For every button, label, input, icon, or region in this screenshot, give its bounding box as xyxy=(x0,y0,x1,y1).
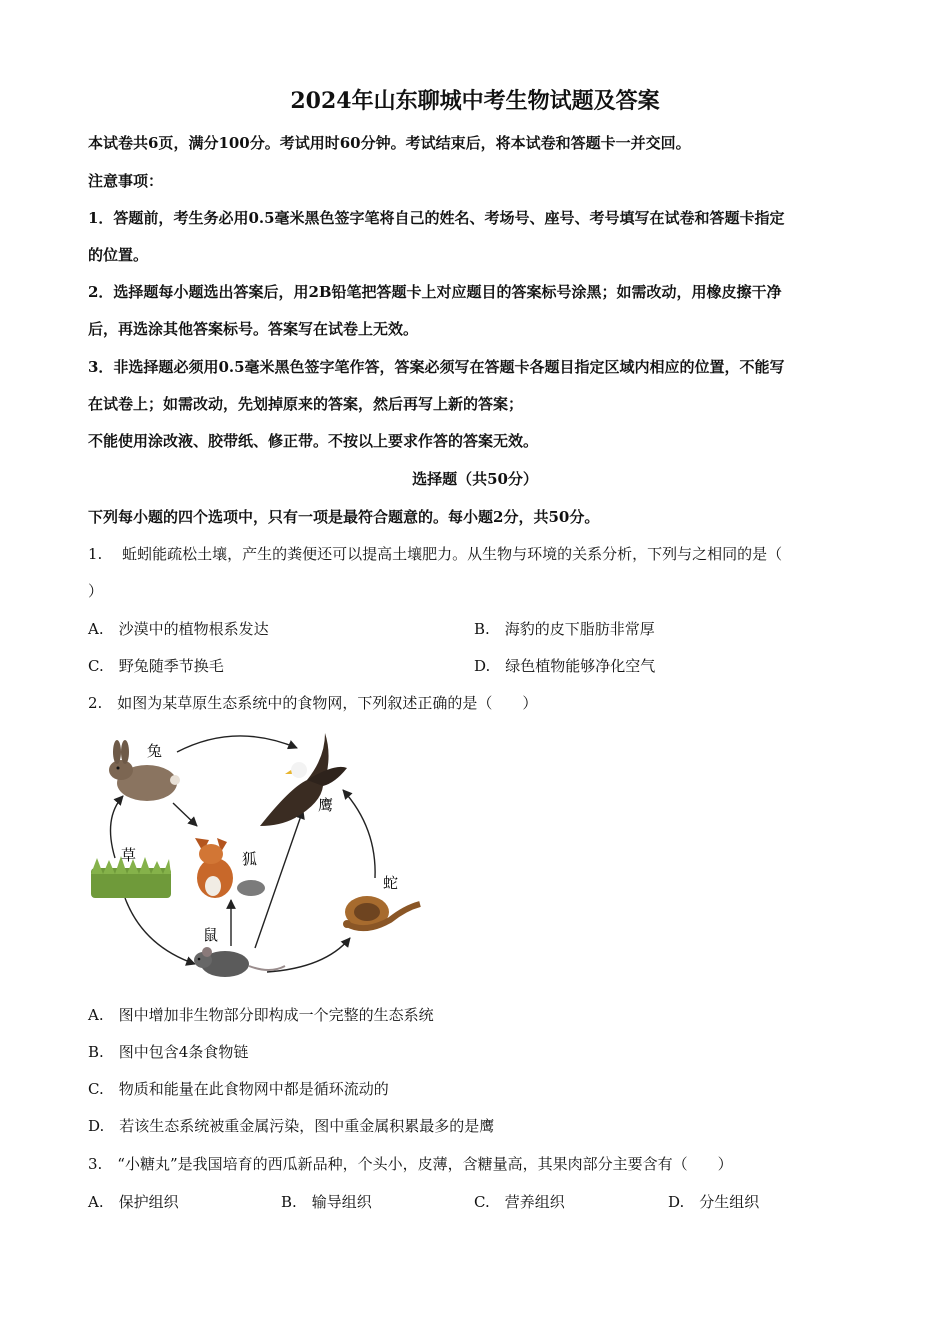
q2-option-a: A. 图中增加非生物部分即构成一个完整的生态系统 xyxy=(88,1006,434,1024)
q2-stem: 2. 如图为某草原生态系统中的食物网，下列叙述正确的是（ ） xyxy=(88,694,538,712)
label-eagle: 鹰 xyxy=(318,796,334,814)
arrow-mouse-to-snake xyxy=(267,938,350,972)
section-heading: 选择题（共50分） xyxy=(412,470,538,488)
arrow-mouse-to-eagle xyxy=(255,810,303,948)
arrow-snake-to-eagle xyxy=(343,790,375,878)
section-description: 下列每小题的四个选项中，只有一项是最符合题意的。每小题2分，共50分。 xyxy=(88,508,600,526)
q1-option-d: D. 绿色植物能够净化空气 xyxy=(474,657,656,675)
snake-icon xyxy=(343,896,420,928)
q1-option-c: C. 野兔随季节换毛 xyxy=(88,657,224,675)
q3-option-d: D. 分生组织 xyxy=(668,1193,760,1211)
label-grass: 草 xyxy=(121,846,137,864)
q3-option-b: B. 输导组织 xyxy=(281,1193,372,1211)
q3-stem: 3. “小糖丸”是我国培育的西瓜新品种，个头小，皮薄，含糖量高，其果肉部分主要含有（ ） xyxy=(88,1155,733,1173)
food-web-diagram xyxy=(85,728,430,988)
note-3-line-2: 在试卷上；如需改动，先划掉原来的答案，然后再写上新的答案； xyxy=(88,395,524,413)
mouse-icon xyxy=(194,947,285,977)
arrow-grass-to-mouse xyxy=(125,898,195,964)
label-snake: 蛇 xyxy=(383,874,399,892)
note-3-line-1: 3．非选择题必须用0.5毫米黑色签字笔作答，答案必须写在答题卡各题目指定区域内相应的位置，不能写 xyxy=(88,358,785,376)
note-1-line-1: 1．答题前，考生务必用0.5毫米黑色签字笔将自己的姓名、考场号、座号、考号填写在试卷和答题卡指定 xyxy=(88,209,785,227)
arrow-rabbit-to-fox xyxy=(173,803,197,826)
arrow-rabbit-to-eagle xyxy=(177,736,297,752)
note-1-line-2: 的位置。 xyxy=(88,246,149,264)
q2-option-b: B. 图中包含4条食物链 xyxy=(88,1043,249,1061)
q3-option-a: A. 保护组织 xyxy=(88,1193,179,1211)
q1-stem-line-1: 1. 蚯蚓能疏松土壤，产生的粪便还可以提高土壤肥力。从生物与环境的关系分析，下列与之相同的是（ xyxy=(88,545,783,563)
notes-heading: 注意事项： xyxy=(88,172,164,190)
eagle-icon xyxy=(260,733,347,826)
q1-stem-line-2: ） xyxy=(88,582,104,600)
q3-option-c: C. 营养组织 xyxy=(474,1193,565,1211)
rabbit-icon xyxy=(109,740,180,801)
label-fox: 狐 xyxy=(242,850,258,868)
q2-option-d: D. 若该生态系统被重金属污染，图中重金属积累最多的是鹰 xyxy=(88,1117,495,1135)
note-2-line-1: 2．选择题每小题选出答案后，用2B铅笔把答题卡上对应题目的答案标号涂黑；如需改动，用橡皮擦干净 xyxy=(88,283,782,301)
fox-icon xyxy=(195,838,265,898)
label-mouse: 鼠 xyxy=(203,926,219,944)
intro-text: 本试卷共6页，满分100分。考试用时60分钟。考试结束后，将本试卷和答题卡一并交回。 xyxy=(88,134,691,152)
note-3-line-3: 不能使用涂改液、胶带纸、修正带。不按以上要求作答的答案无效。 xyxy=(88,432,539,450)
q1-option-b: B. 海豹的皮下脂肪非常厚 xyxy=(474,620,655,638)
note-2-line-2: 后，再选涂其他答案标号。答案写在试卷上无效。 xyxy=(88,320,419,338)
q1-option-a: A. 沙漠中的植物根系发达 xyxy=(88,620,269,638)
label-rabbit: 兔 xyxy=(147,742,163,760)
q2-option-c: C. 物质和能量在此食物网中都是循环流动的 xyxy=(88,1080,389,1098)
page-title: 2024年山东聊城中考生物试题及答案 xyxy=(290,88,660,114)
